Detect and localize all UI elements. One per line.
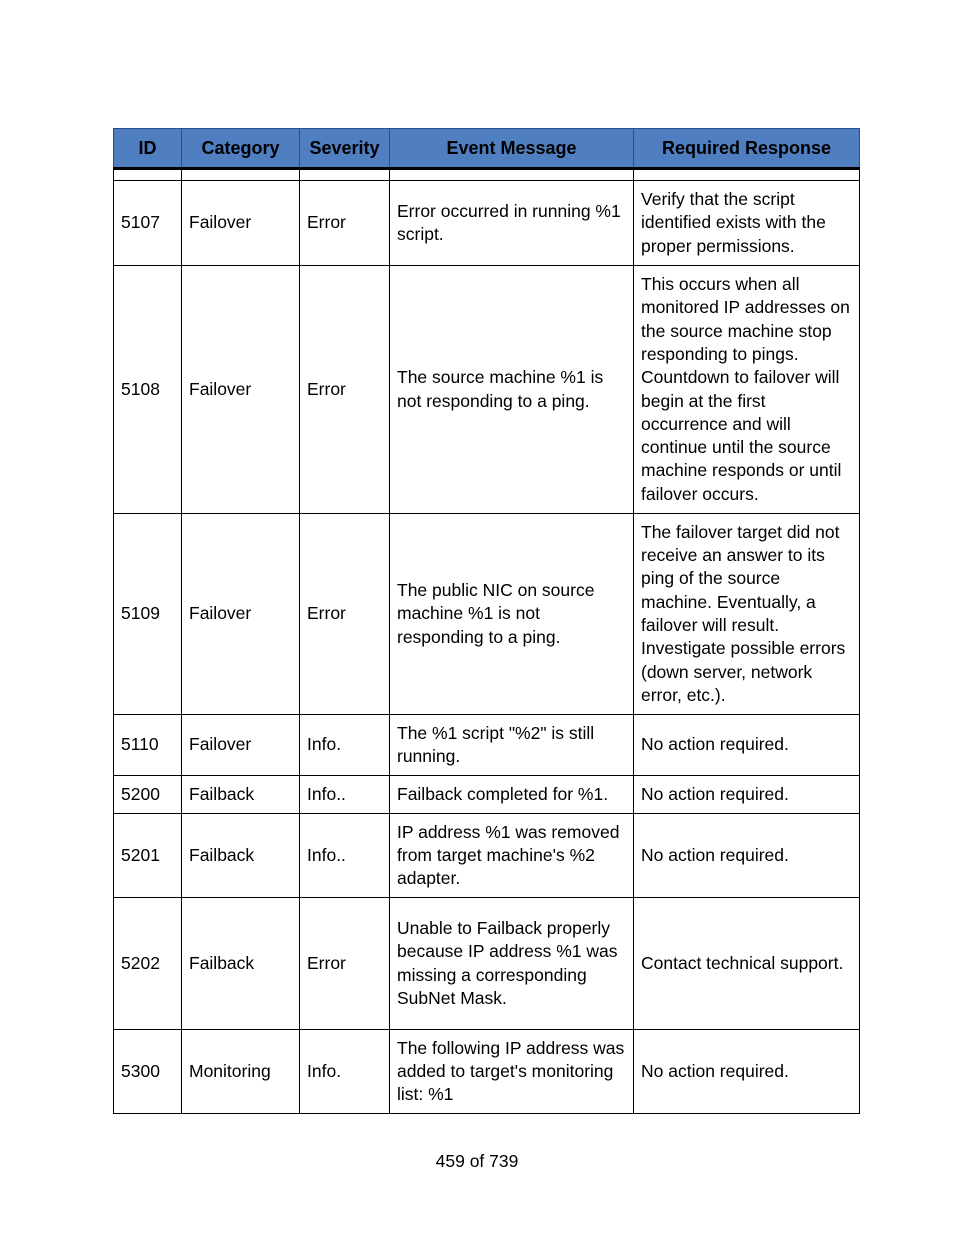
table-row (114, 266, 860, 514)
spacer-cell (114, 169, 182, 181)
cell-severity: Info.. (300, 814, 390, 898)
header-row (114, 129, 860, 169)
cell-required-response: No action required. (634, 715, 860, 776)
cell-category: Monitoring (182, 1030, 300, 1114)
table-row (114, 776, 860, 814)
cell-id: 5110 (114, 715, 182, 776)
cell-category: Failover (182, 266, 300, 514)
table-body (114, 169, 860, 1114)
cell-id: 5202 (114, 898, 182, 1030)
header-severity: Severity (300, 129, 390, 169)
cell-event-message: Unable to Failback properly because IP address %1 was missing a corresponding SubNet Mask. (390, 898, 634, 1030)
table-row (114, 715, 860, 776)
spacer-cell (182, 169, 300, 181)
cell-id: 5108 (114, 266, 182, 514)
header-event-message: Event Message (390, 129, 634, 169)
spacer-row (114, 169, 860, 181)
table-row (114, 898, 860, 1030)
cell-severity: Info. (300, 1030, 390, 1114)
cell-category: Failover (182, 514, 300, 715)
cell-severity: Error (300, 898, 390, 1030)
cell-event-message: The %1 script "%2" is still running. (390, 715, 634, 776)
cell-event-message: Error occurred in running %1 script. (390, 181, 634, 266)
cell-event-message: The following IP address was added to target's monitoring list: %1 (390, 1030, 634, 1114)
header-required-response: Required Response (634, 129, 860, 169)
table-header (114, 129, 860, 169)
table-row (114, 181, 860, 266)
table-row (114, 814, 860, 898)
table-row (114, 514, 860, 715)
cell-severity: Info. (300, 715, 390, 776)
cell-category: Failback (182, 776, 300, 814)
cell-id: 5200 (114, 776, 182, 814)
spacer-cell (300, 169, 390, 181)
cell-event-message: IP address %1 was removed from target machine's %2 adapter. (390, 814, 634, 898)
cell-required-response: Verify that the script identified exists with the proper permissions. (634, 181, 860, 266)
page-number: 459 of 739 (435, 1151, 519, 1171)
cell-id: 5107 (114, 181, 182, 266)
table-row (114, 1030, 860, 1114)
cell-event-message: The public NIC on source machine %1 is not responding to a ping. (390, 514, 634, 715)
cell-required-response: Contact technical support. (634, 898, 860, 1030)
cell-category: Failover (182, 715, 300, 776)
spacer-cell (634, 169, 860, 181)
cell-id: 5300 (114, 1030, 182, 1114)
cell-id: 5201 (114, 814, 182, 898)
cell-category: Failback (182, 814, 300, 898)
cell-severity: Error (300, 514, 390, 715)
cell-event-message: Failback completed for %1. (390, 776, 634, 814)
cell-category: Failover (182, 181, 300, 266)
spacer-cell (390, 169, 634, 181)
cell-event-message: The source machine %1 is not responding to a ping. (390, 266, 634, 514)
cell-severity: Error (300, 181, 390, 266)
cell-required-response: No action required. (634, 776, 860, 814)
cell-id: 5109 (114, 514, 182, 715)
header-id: ID (114, 129, 182, 169)
event-table (113, 128, 860, 1114)
cell-required-response: This occurs when all monitored IP addresses on the source machine stop responding to pings. Countdown to failover will begin at the first occurrence and will continue until the source machine responds or until failover occurs. (634, 266, 860, 514)
header-category: Category (182, 129, 300, 169)
cell-severity: Error (300, 266, 390, 514)
cell-required-response: The failover target did not receive an answer to its ping of the source machine. Eventually, a failover will result. Investigate possible errors (down server, network error, etc.). (634, 514, 860, 715)
cell-severity: Info.. (300, 776, 390, 814)
cell-required-response: No action required. (634, 1030, 860, 1114)
cell-category: Failback (182, 898, 300, 1030)
cell-required-response: No action required. (634, 814, 860, 898)
